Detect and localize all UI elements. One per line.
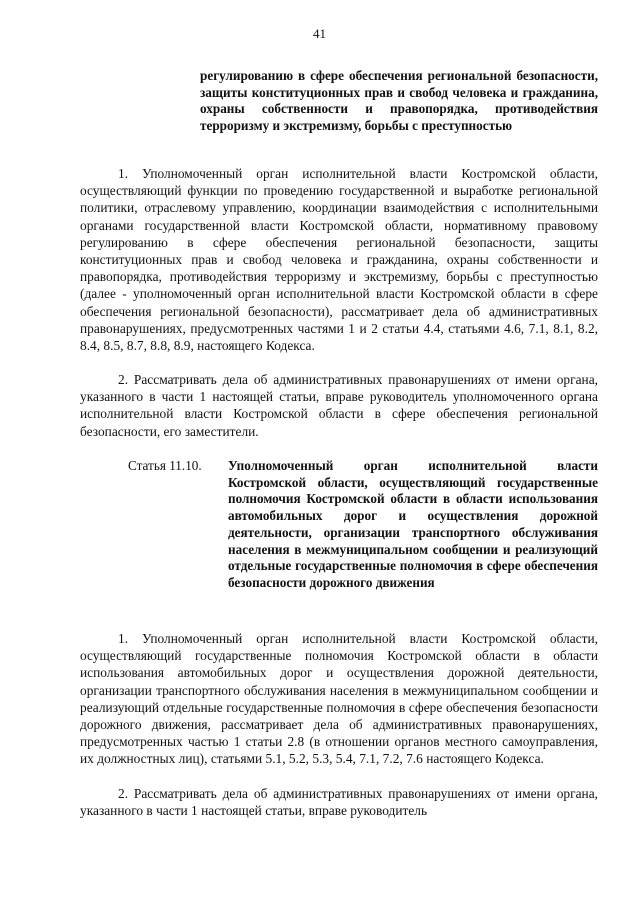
article-header-11-10 bbox=[128, 458, 598, 592]
paragraph-1-part-1: 1. Уполномоченный орган исполнительной власти Костромской области, осуществляющий функции по проведению государственной и выработке региональной политики, отраслевому управлению, координации взаимодействия с исполнительными органами государственной власти Костромской области, нормативному правовому регулированию в сфере обеспечения региональной безопасности, защиты конституционных прав и свобод человека и гражданина, охраны собственности и правопорядка, противодействия терроризму и экстремизму, борьбы с преступностью (далее - уполномоченный орган исполнительной власти Костромской области в сфере обеспечения региональной безопасности), рассматривает дела об административных правонарушениях, предусмотренных частями 1 и 2 статьи 4.4, статьями 4.6, 7.1, 8.1, 8.2, 8.4, 8.5, 8.7, 8.8, 8.9, настоящего Кодекса. bbox=[80, 166, 598, 354]
article-title: Уполномоченный орган исполнительной власти Костромской области, осуществляющий государственные полномочия Костромской области в области использования автомобильных дорог и осуществления дорожной деятельности, организации транспортного обслуживания населения в межмуниципальном сообщении и реализующий отдельные государственные полномочия в сфере обеспечения безопасности дорожного движения bbox=[228, 458, 598, 590]
article-heading-continued: регулированию в сфере обеспечения региональной безопасности, защиты конституционных прав и свобод человека и гражданина, охраны собственности и правопорядка, противодействия терроризму и экстремизму, борьбы с преступностью bbox=[200, 68, 598, 134]
page-number: 41 bbox=[313, 26, 326, 41]
paragraph-2-part-2: 2. Рассматривать дела об административных правонарушениях от имени органа, указанного в части 1 настоящей статьи, вправе руководитель bbox=[80, 786, 598, 819]
paragraph-2-part-1: 1. Уполномоченный орган исполнительной власти Костромской области, осуществляющий государственные полномочия Костромской области в области использования автомобильных дорог и осуществления дорожной деятельности, организации транспортного обслуживания населения в межмуниципальном сообщении и реализующий отдельные государственные полномочия в сфере обеспечения безопасности дорожного движения, рассматривает дела об административных правонарушениях, предусмотренных частью 1 статьи 2.8 (в отношении органов местного самоуправления, их должностных лиц), статьями 5.1, 5.2, 5.3, 5.4, 7.1, 7.2, 7.6 настоящего Кодекса. bbox=[80, 631, 598, 767]
article-number-label: Статья 11.10. bbox=[128, 458, 202, 473]
paragraph-1-part-2: 2. Рассматривать дела об административных правонарушениях от имени органа, указанного в части 1 настоящей статьи, вправе руководитель уполномоченного органа исполнительной власти Костромской области в сфере обеспечения региональной безопасности, его заместители. bbox=[80, 372, 598, 439]
